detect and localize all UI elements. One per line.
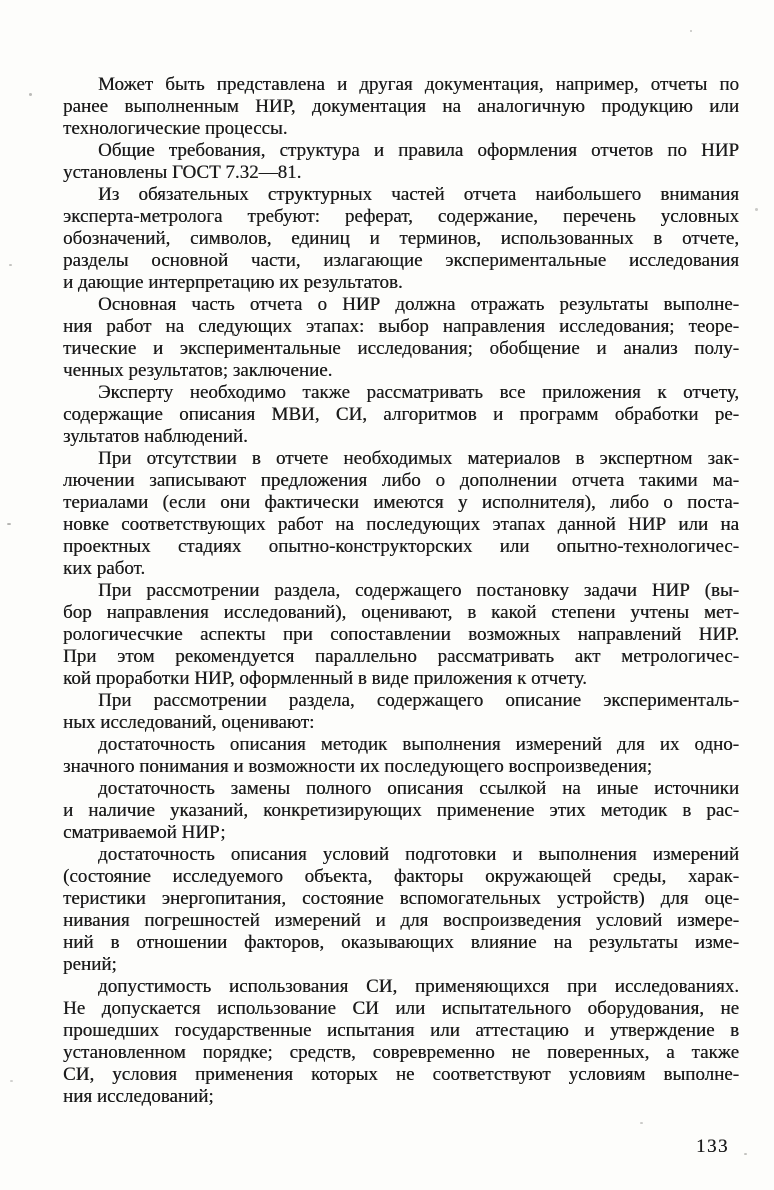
- paragraph: [63, 580, 739, 690]
- scan-speck: [7, 523, 11, 525]
- text-line: разделы основной части, излагающие экспериментальные исследования: [63, 250, 739, 271]
- paragraph: [63, 690, 739, 734]
- text-line: ранее выполненным НИР, документация на аналогичную продукцию или: [63, 96, 739, 117]
- text-line: (состояние исследуемого объекта, факторы окружающей среды, харак-: [63, 866, 739, 887]
- paragraph: [63, 74, 739, 140]
- text-line: проектных стадиях опытно-конструкторских или опытно-технологичес-: [63, 536, 739, 557]
- text-line: обозначений, символов, единиц и терминов, использованных в отчете,: [63, 228, 739, 249]
- text-line: технологические процессы.: [63, 118, 288, 139]
- text-line: рологичесчкие аспекты при сопоставлении возможных направлений НИР.: [63, 624, 739, 645]
- scan-speck: [755, 208, 758, 211]
- text-line: и наличие указаний, конкретизирующих применение этих методик в рас-: [63, 800, 739, 821]
- text-line: содержащие описания МВИ, СИ, алгоритмов и программ обработки ре-: [63, 404, 739, 425]
- paragraph: [63, 844, 739, 976]
- text-line: достаточность описания условий подготовки и выполнения измерений: [98, 844, 739, 865]
- text-line: При рассмотрении раздела, содержащего описание эксперименталь-: [98, 690, 739, 711]
- paragraph: [63, 184, 739, 294]
- scan-speck: [690, 30, 692, 32]
- paragraph: [63, 976, 739, 1108]
- text-line: зультатов наблюдений.: [63, 426, 248, 447]
- text-line: Основная часть отчета о НИР должна отражать результаты выполне-: [98, 294, 739, 315]
- paragraph: [63, 382, 739, 448]
- text-line: Общие требования, структура и правила оформления отчетов по НИР: [98, 140, 739, 161]
- paragraph: [63, 294, 739, 382]
- text-line: установленном порядке; средств, совревременно не поверенных, а также: [63, 1042, 739, 1063]
- paragraph: [63, 734, 739, 778]
- text-line: ченных результатов; заключение.: [63, 360, 333, 381]
- text-line: Из обязательных структурных частей отчета наибольшего внимания: [98, 184, 739, 205]
- text-line: нивания погрешностей измерений и для воспроизведения условий измере-: [63, 910, 739, 931]
- text-line: эксперта-метролога требуют: реферат, содержание, перечень условных: [63, 206, 739, 227]
- paragraph: [63, 448, 739, 580]
- text-line: установлены ГОСТ 7.32—81.: [63, 162, 302, 183]
- paragraph: [63, 140, 739, 184]
- scan-speck: [10, 1080, 13, 1082]
- text-line: Эксперту необходимо также рассматривать все приложения к отчету,: [98, 382, 739, 403]
- text-line: териалами (если они фактически имеются у исполнителя), либо о поста-: [63, 492, 739, 513]
- text-line: ний в отношении факторов, оказывающих влияние на результаты изме-: [63, 932, 739, 953]
- text-line: ных исследований, оценивают:: [63, 712, 315, 733]
- text-line: Не допускается использование СИ или испытательного оборудования, не: [63, 998, 739, 1019]
- text-line: новке соответствующих работ на последующих этапах данной НИР или на: [63, 514, 739, 535]
- text-line: кой проработки НИР, оформленный в виде приложения к отчету.: [63, 668, 587, 689]
- text-line: значного понимания и возможности их последующего воспроизведения;: [63, 756, 652, 777]
- text-line: ния работ на следующих этапах: выбор направления исследования; теоре-: [63, 316, 739, 337]
- page-number: 133: [696, 1136, 729, 1157]
- text-line: СИ, условия применения которых не соответствуют условиям выполне-: [63, 1064, 739, 1085]
- text-line: При этом рекомендуется параллельно рассматривать акт метрологичес-: [63, 646, 739, 667]
- text-line: рений;: [63, 954, 117, 975]
- text-line: Может быть представлена и другая документация, например, отчеты по: [98, 74, 739, 95]
- text-line: При рассмотрении раздела, содержащего постановку задачи НИР (вы-: [98, 580, 739, 601]
- scan-speck: [744, 1153, 747, 1155]
- text-line: достаточность замены полного описания ссылкой на иные источники: [98, 778, 739, 799]
- text-line: и дающие интерпретацию их результатов.: [63, 272, 403, 293]
- text-line: прошедших государственные испытания или аттестацию и утверждение в: [63, 1020, 739, 1041]
- paragraph: [63, 778, 739, 844]
- text-line: достаточность описания методик выполнения измерений для их одно-: [98, 734, 739, 755]
- text-line: При отсутствии в отчете необходимых материалов в экспертном зак-: [98, 448, 739, 469]
- scan-speck: [29, 93, 32, 96]
- text-line: тические и экспериментальные исследования; обобщение и анализ полу-: [63, 338, 739, 359]
- text-block: [63, 74, 739, 1108]
- scan-speck: [640, 1122, 643, 1124]
- text-line: допустимость использования СИ, применяющихся при исследованиях.: [98, 976, 739, 997]
- text-line: ния исследований;: [63, 1086, 214, 1107]
- text-line: ких работ.: [63, 558, 146, 579]
- scan-speck: [9, 264, 12, 266]
- text-line: сматриваемой НИР;: [63, 822, 226, 843]
- text-line: бор направления исследований), оценивают, в какой степени учтены мет-: [63, 602, 739, 623]
- text-line: лючении записывают предложения либо о дополнении отчета такими ма-: [63, 470, 739, 491]
- text-line: теристики энергопитания, состояние вспомогательных устройств) для оце-: [63, 888, 739, 909]
